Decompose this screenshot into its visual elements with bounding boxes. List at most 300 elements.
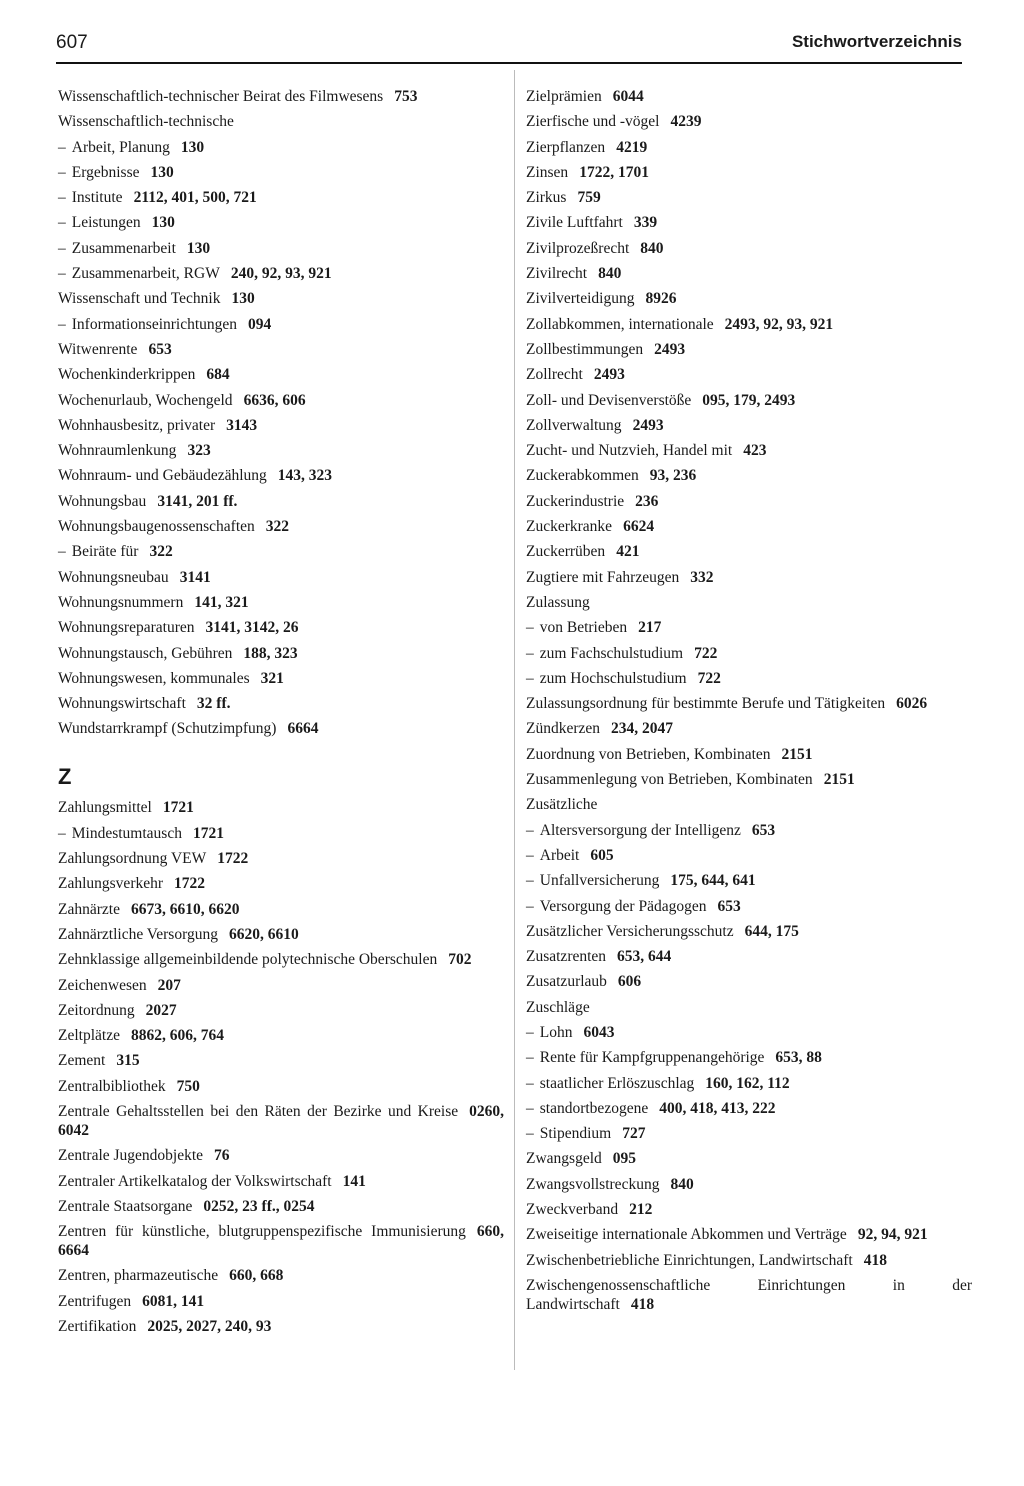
index-entry (58, 1102, 504, 1140)
page-references: 3143 (226, 416, 258, 434)
column-divider (514, 70, 515, 1370)
page-references: 160, 162, 112 (705, 1074, 790, 1092)
subentry-dash: – (58, 214, 66, 232)
index-term: Wissenschaftlich-technischer Beirat des Filmwesens (58, 88, 384, 105)
page-references: 240, 92, 93, 921 (230, 265, 332, 283)
page-references: 4239 (670, 113, 702, 131)
subentry-dash: – (58, 189, 66, 207)
index-term: Zeitordnung (58, 1001, 135, 1019)
index-entry (526, 998, 972, 1017)
page-references: 727 (622, 1125, 646, 1143)
index-term: Wohnungsneubau (58, 568, 169, 586)
index-entry (526, 264, 972, 283)
subentry-dash: – (58, 824, 66, 842)
page-references: 722 (697, 669, 721, 687)
page-references: 660, 668 (229, 1267, 284, 1285)
subentry-dash: – (526, 1023, 534, 1041)
subentry-dash: – (526, 846, 534, 864)
page-references: 143, 323 (277, 467, 333, 485)
index-entry (526, 972, 972, 991)
section-letter-heading: Z (58, 764, 72, 790)
index-entry (58, 1292, 504, 1311)
index-term: Zweiseitige internationale Abkommen und Verträge (526, 1226, 847, 1244)
index-entry (58, 441, 504, 460)
index-term: von Betrieben (539, 619, 628, 637)
index-entry (526, 492, 972, 511)
index-term: Zuordnung von Betrieben, Kombinaten (526, 745, 771, 763)
index-entry (526, 922, 972, 941)
index-term: Zahlungsmittel (58, 799, 152, 817)
index-subentry (526, 1074, 972, 1093)
index-term: Zielprämien (526, 88, 602, 105)
index-term: Zentralbibliothek (58, 1077, 166, 1095)
index-term: Unfallversicherung (539, 872, 660, 890)
index-entry (58, 874, 504, 893)
index-term: Zugtiere mit Fahrzeugen (526, 568, 680, 586)
index-entry (58, 1077, 504, 1096)
index-term: Zollabkommen, internationale (526, 315, 714, 333)
page-references: 4219 (616, 138, 648, 156)
index-term: Ergebnisse (71, 163, 140, 181)
index-entry (58, 87, 504, 106)
index-term: Zentraler Artikelkatalog der Volkswirtschaft (58, 1172, 332, 1190)
subentry-dash: – (526, 1125, 534, 1143)
page-references: 332 (690, 568, 714, 586)
index-entry (58, 492, 504, 511)
index-entry (58, 798, 504, 817)
index-term: zum Fachschulstudium (539, 644, 684, 662)
index-term: Wochenurlaub, Wochengeld (58, 391, 233, 409)
index-entry (58, 1001, 504, 1020)
index-term: Zentrifugen (58, 1292, 132, 1310)
index-term: Wundstarrkrampf (Schutzimpfung) (58, 720, 277, 738)
page-references: 750 (176, 1077, 200, 1095)
page-references: 400, 418, 413, 222 (659, 1099, 776, 1117)
subentry-dash: – (526, 1099, 534, 1117)
index-term: Zündkerzen (526, 720, 601, 738)
subentry-dash: – (526, 644, 534, 662)
page-references: 141, 321 (194, 593, 249, 611)
index-term: zum Hochschulstudium (539, 669, 687, 687)
index-entry (58, 1317, 504, 1336)
index-term: Zahlungsverkehr (58, 875, 164, 893)
index-subentry (58, 542, 504, 561)
index-subentry (526, 669, 972, 688)
page-references: 323 (187, 442, 211, 460)
page-references: 0260, 6042 (58, 1102, 504, 1139)
index-term: Zement (58, 1052, 106, 1070)
index-entry (58, 694, 504, 713)
page-references: 141 (342, 1172, 366, 1190)
index-entry (526, 795, 972, 814)
page-references: 653 (148, 340, 172, 358)
index-entry (526, 568, 972, 587)
page-references: 3141, 201 ff. (157, 492, 238, 510)
page-references: 753 (394, 88, 418, 105)
index-term: Zollverwaltung (526, 416, 622, 434)
index-entry (526, 391, 972, 410)
page-references: 2493 (593, 366, 625, 384)
page-references: 6620, 6610 (228, 925, 299, 943)
index-entry (58, 568, 504, 587)
index-subentry (58, 315, 504, 334)
page-references: 095 (612, 1150, 637, 1168)
index-term: Zwangsgeld (526, 1150, 602, 1168)
subentry-dash: – (58, 315, 66, 333)
index-term: Zollbestimmungen (526, 340, 644, 358)
index-entry (58, 1026, 504, 1045)
index-term: Mindestumtausch (71, 824, 182, 842)
index-term: Wohnraum- und Gebäudezählung (58, 467, 267, 485)
page-references: 660, 6664 (58, 1223, 504, 1260)
index-term: Lohn (539, 1023, 573, 1041)
index-term: Zusatzrenten (526, 948, 607, 966)
subentry-dash: – (526, 821, 534, 839)
index-term: Wohnungswesen, kommunales (58, 669, 250, 687)
index-entry (526, 289, 972, 308)
index-term: Witwenrente (58, 340, 138, 358)
page-references: 606 (617, 973, 642, 991)
page-references: 722 (694, 644, 718, 662)
subentry-dash: – (526, 1074, 534, 1092)
subentry-dash: – (58, 138, 66, 156)
index-entry (58, 618, 504, 637)
page-references: 315 (116, 1052, 140, 1070)
page-references: 1722 (174, 875, 206, 893)
index-term: Zahnärzte (58, 900, 120, 918)
page-references: 6673, 6610, 6620 (130, 900, 240, 918)
index-term: Wohnungsreparaturen (58, 619, 195, 637)
index-term: standortbezogene (539, 1099, 649, 1117)
index-term: Wohnraumlenkung (58, 442, 177, 460)
index-subentry (58, 824, 504, 843)
page-references: 130 (231, 290, 255, 308)
page-references: 2112, 401, 500, 721 (133, 189, 257, 207)
index-term: Zentrale Staatsorgane (58, 1197, 193, 1215)
subentry-dash: – (58, 265, 66, 283)
index-entry (58, 950, 504, 969)
index-term: Zwangsvollstreckung (526, 1175, 660, 1193)
index-term: Zusätzlicher Versicherungsschutz (526, 922, 734, 940)
index-term: Zwischenbetriebliche Einrichtungen, Landwirtschaft (526, 1251, 853, 1269)
page-references: 3141, 3142, 26 (205, 619, 299, 637)
index-term: Leistungen (71, 214, 141, 232)
index-entry (526, 315, 972, 334)
page-references: 684 (206, 366, 230, 384)
index-term: Zucht- und Nutzvieh, Handel mit (526, 442, 733, 460)
running-head-title: Stichwortverzeichnis (791, 32, 962, 51)
page-references: 1721 (192, 824, 224, 842)
index-term: Zulassungsordnung für bestimmte Berufe und Tätigkeiten (526, 695, 886, 713)
subentry-dash: – (58, 163, 66, 181)
index-entry (526, 239, 972, 258)
index-entry (526, 365, 972, 384)
index-entry (526, 1200, 972, 1219)
index-term: Zivile Luftfahrt (526, 214, 623, 232)
page-references: 840 (598, 265, 622, 283)
index-term: Zusatzurlaub (526, 973, 607, 991)
page-header (56, 30, 962, 64)
index-term: Zuckerrüben (526, 543, 606, 561)
page-references: 234, 2047 (611, 720, 674, 738)
page-references: 653 (751, 821, 776, 839)
index-entry (526, 542, 972, 561)
index-entry (58, 1146, 504, 1165)
index-entry (58, 340, 504, 359)
index-entry (58, 719, 504, 738)
page-references: 2025, 2027, 240, 93 (147, 1318, 272, 1336)
subentry-dash: – (526, 1049, 534, 1067)
index-entry (58, 976, 504, 995)
page-references: 702 (448, 951, 472, 969)
index-entry (526, 112, 972, 131)
index-term: Zertifikation (58, 1318, 137, 1336)
index-entry (58, 112, 504, 131)
page-references: 605 (590, 846, 614, 864)
page-references: 1721 (162, 799, 194, 817)
index-entry (526, 719, 972, 738)
index-entry (526, 1225, 972, 1244)
index-term: Altersversorgung der Intelligenz (539, 821, 741, 839)
index-term: Wohnhausbesitz, privater (58, 416, 216, 434)
index-term: Zwischengenossenschaftliche Einrichtungen in der Landwirtschaft (526, 1276, 972, 1313)
index-subentry (526, 871, 972, 890)
subentry-dash: – (526, 872, 534, 890)
page-references: 76 (214, 1147, 230, 1165)
index-term: Informationseinrichtungen (71, 315, 238, 333)
index-term: Zuckerabkommen (526, 467, 639, 485)
index-entry (58, 925, 504, 944)
page-references: 759 (577, 189, 601, 207)
page-references: 095, 179, 2493 (702, 391, 796, 409)
index-entry (526, 1175, 972, 1194)
page-references: 6043 (583, 1023, 615, 1041)
page-references: 2493, 92, 93, 921 (724, 315, 834, 333)
page-references: 207 (157, 976, 181, 994)
index-subentry (526, 1099, 972, 1118)
page-references: 2493 (654, 340, 686, 358)
index-entry (526, 87, 972, 106)
index-entry (526, 441, 972, 460)
index-term: Zulassung (526, 593, 590, 611)
index-term: Versorgung der Pädagogen (539, 897, 707, 915)
index-term: Zeltplätze (58, 1027, 120, 1045)
index-term: Zusammenarbeit (71, 239, 176, 257)
index-term: Wohnungswirtschaft (58, 695, 186, 713)
index-term: Zeichenwesen (58, 976, 147, 994)
index-entry (526, 947, 972, 966)
index-subentry (58, 163, 504, 182)
index-entry (526, 745, 972, 764)
index-entry (58, 365, 504, 384)
index-term: Wohnungsbau (58, 492, 147, 510)
index-term: Zentrale Jugendobjekte (58, 1147, 204, 1165)
index-term: Arbeit, Planung (71, 138, 170, 156)
page-references: 2027 (145, 1001, 177, 1019)
index-entry (58, 1172, 504, 1191)
index-entry (526, 340, 972, 359)
index-term: Zentrale Gehaltsstellen bei den Räten der Bezirke und Kreise (58, 1102, 459, 1120)
index-term: Beiräte für (71, 543, 139, 561)
page-number: 607 (56, 32, 88, 53)
index-entry (526, 517, 972, 536)
page-references: 212 (629, 1201, 653, 1219)
page-references: 130 (151, 214, 175, 232)
index-term: Wissenschaft und Technik (58, 290, 221, 308)
index-term: Zehnklassige allgemeinbildende polytechnische Oberschulen (58, 951, 438, 969)
index-term: Stipendium (539, 1125, 612, 1143)
index-subentry (526, 1023, 972, 1042)
index-term: Wohnungstausch, Gebühren (58, 644, 233, 662)
index-entry (526, 213, 972, 232)
index-term: Wochenkinderkrippen (58, 366, 196, 384)
subentry-dash: – (526, 897, 534, 915)
index-term: Zirkus (526, 189, 567, 207)
index-entry (58, 849, 504, 868)
page-references: 322 (149, 543, 173, 561)
page-references: 93, 236 (649, 467, 697, 485)
index-term: Zuckerindustrie (526, 492, 625, 510)
index-entry (58, 1197, 504, 1216)
index-term: Zierfische und -vögel (526, 113, 660, 131)
index-entry (58, 644, 504, 663)
index-term: Institute (71, 189, 123, 207)
page-references: 0252, 23 ff., 0254 (203, 1197, 315, 1215)
index-column-left (58, 87, 504, 1342)
index-term: Zahlungsordnung VEW (58, 850, 207, 868)
page-references: 6044 (612, 88, 644, 105)
index-term: Zahnärztliche Versorgung (58, 925, 218, 943)
index-term: Arbeit (539, 846, 580, 864)
index-subentry (58, 213, 504, 232)
index-entry (526, 770, 972, 789)
index-subentry (526, 897, 972, 916)
index-term: Zoll- und Devisenverstöße (526, 391, 692, 409)
page-references: 175, 644, 641 (670, 872, 756, 890)
page-references: 094 (248, 315, 272, 333)
page-references: 423 (743, 442, 767, 460)
subentry-dash: – (58, 543, 66, 561)
index-subentry (526, 1124, 972, 1143)
index-subentry (58, 188, 504, 207)
page-references: 6664 (287, 720, 319, 738)
index-term: Zivilrecht (526, 265, 588, 283)
index-entry (526, 138, 972, 157)
page-references: 2151 (823, 771, 855, 789)
page-references: 6636, 606 (243, 391, 306, 409)
page-references: 6081, 141 (142, 1292, 205, 1310)
index-entry (58, 289, 504, 308)
page-references: 653, 88 (775, 1049, 822, 1067)
page-references: 322 (265, 518, 290, 536)
page-references: 188, 323 (243, 644, 298, 662)
index-subentry (58, 239, 504, 258)
index-term: Zusammenarbeit, RGW (71, 265, 220, 283)
index-subentry (58, 264, 504, 283)
page-references: 339 (633, 214, 658, 232)
subentry-dash: – (58, 239, 66, 257)
index-entry (58, 517, 504, 536)
page-references: 653, 644 (617, 948, 672, 966)
index-subentry (58, 138, 504, 157)
index-entry (58, 1051, 504, 1070)
index-term: Zentren für künstliche, blutgruppenspezifische Immunisierung (58, 1223, 466, 1241)
index-entry (58, 1222, 504, 1260)
index-entry (526, 1149, 972, 1168)
page-references: 644, 175 (744, 922, 799, 940)
page-references: 840 (640, 239, 664, 257)
index-entry (58, 466, 504, 485)
index-entry (526, 416, 972, 435)
index-entry (526, 466, 972, 485)
page-references: 840 (670, 1175, 694, 1193)
index-entry (58, 391, 504, 410)
index-entry (58, 416, 504, 435)
index-entry (58, 900, 504, 919)
index-term: Zusammenlegung von Betrieben, Kombinaten (526, 771, 813, 789)
index-term: Zinsen (526, 163, 569, 181)
index-term: Wohnungsbaugenossenschaften (58, 518, 255, 536)
page-references: 1722 (217, 850, 249, 868)
page-references: 321 (260, 669, 284, 687)
index-entry (58, 669, 504, 688)
index-term: Zivilverteidigung (526, 290, 635, 308)
index-term: Wissenschaftlich-technische (58, 113, 234, 131)
page-references: 2493 (632, 416, 664, 434)
index-term: Zentren, pharmazeutische (58, 1267, 219, 1285)
index-term: Zuckerkranke (526, 518, 613, 536)
page-references: 418 (863, 1251, 887, 1269)
index-entry (526, 694, 972, 713)
index-entry (526, 593, 972, 612)
index-term: Zierpflanzen (526, 138, 606, 156)
page-references: 1722, 1701 (579, 163, 649, 181)
page-references: 217 (638, 619, 662, 637)
index-subentry (526, 618, 972, 637)
page-references: 421 (616, 543, 640, 561)
index-entry (526, 1251, 972, 1270)
index-entry (526, 1276, 972, 1314)
page-references: 3141 (179, 568, 211, 586)
page-references: 236 (635, 492, 659, 510)
subentry-dash: – (526, 619, 534, 637)
index-entry (58, 1266, 504, 1285)
page-references: 32 ff. (196, 695, 231, 713)
page-references: 8862, 606, 764 (130, 1027, 224, 1045)
index-term: Wohnungsnummern (58, 593, 184, 611)
page-references: 92, 94, 921 (857, 1226, 928, 1244)
index-subentry (526, 846, 972, 865)
page-references: 6026 (896, 695, 928, 713)
page-references: 8926 (645, 290, 677, 308)
index-entry (526, 188, 972, 207)
index-entry (526, 163, 972, 182)
index-entry (58, 593, 504, 612)
page-references: 130 (186, 239, 211, 257)
page-references: 2151 (781, 745, 813, 763)
index-term: staatlicher Erlöszuschlag (539, 1074, 695, 1092)
index-term: Zuschläge (526, 998, 590, 1016)
page-references: 653 (717, 897, 741, 915)
index-subentry (526, 821, 972, 840)
page-references: 6624 (623, 518, 655, 536)
page-references: 418 (630, 1295, 655, 1313)
index-column-right (526, 87, 972, 1320)
index-subentry (526, 1048, 972, 1067)
page-references: 130 (180, 138, 205, 156)
index-term: Zivilprozeßrecht (526, 239, 630, 257)
index-term: Zollrecht (526, 366, 583, 384)
